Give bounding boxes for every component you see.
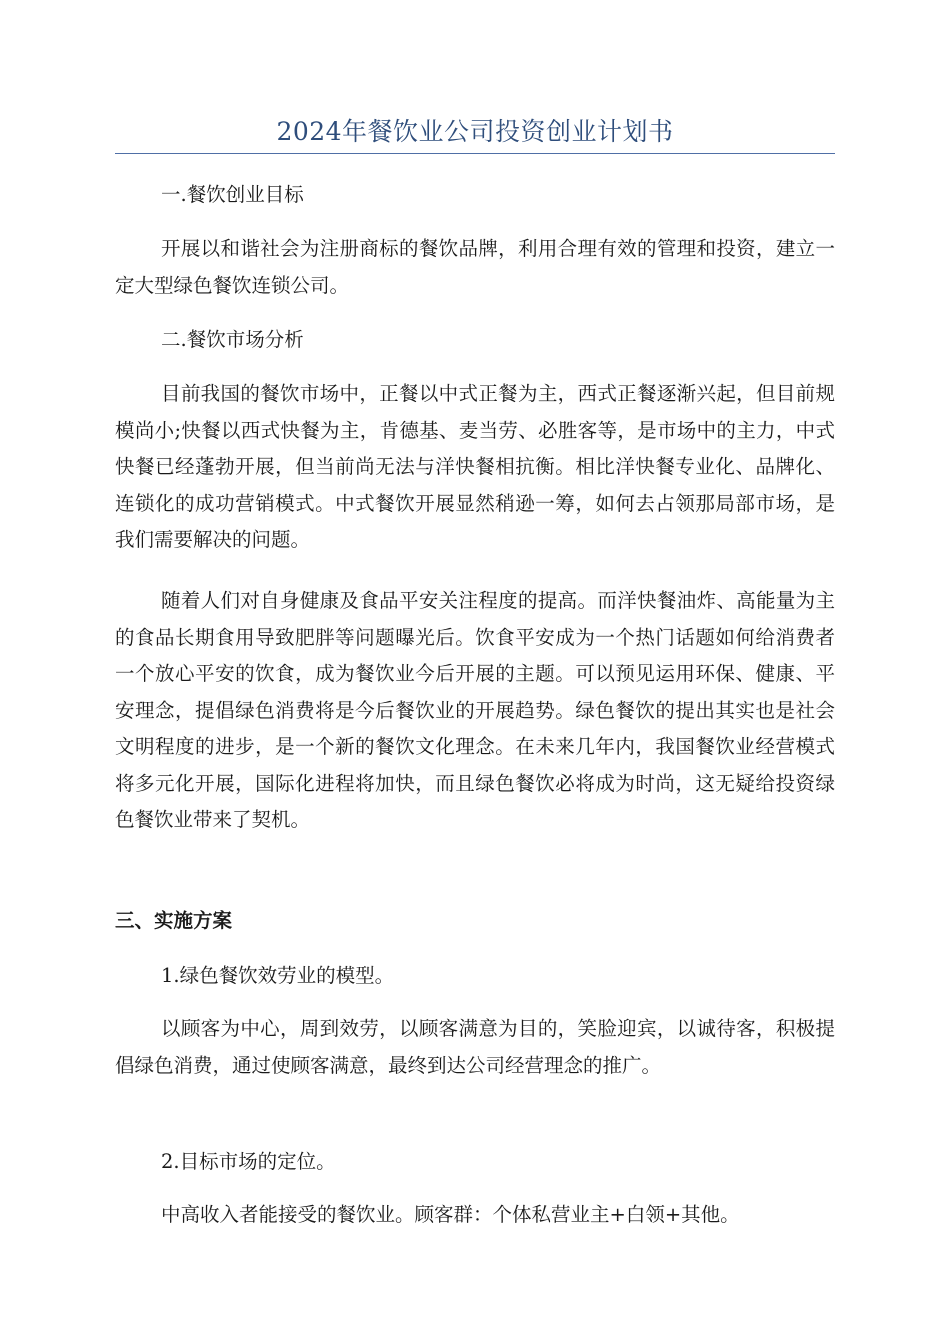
section-2-heading: 二.餐饮市场分析 [161, 328, 304, 351]
section-3-item-2-paragraph: 中高收入者能接受的餐饮业。顾客群：个体私营业主+白领+其他。 [161, 1203, 740, 1226]
section-2-paragraph-1: 目前我国的餐饮市场中，正餐以中式正餐为主，西式正餐逐渐兴起，但目前规模尚小;快餐以西式快餐为主，肯德基、麦当劳、必胜客等，是市场中的主力，中式快餐已经蓬勃开展，但当前尚无法与洋快餐相抗衡。相比洋快餐专业化、品牌化、连锁化的成功营销模式。中式餐饮开展显然稍逊一筹，如何去占领那局部市场，是我们需要解决的问题。 [115, 382, 835, 551]
document-title: 2024年餐饮业公司投资创业计划书 [276, 117, 674, 146]
section-2-paragraph-2: 随着人们对自身健康及食品平安关注程度的提高。而洋快餐油炸、高能量为主的食品长期食用导致肥胖等问题曝光后。饮食平安成为一个热门话题如何给消费者一个放心平安的饮食，成为餐饮业今后开展的主题。可以预见运用环保、健康、平安理念，提倡绿色消费将是今后餐饮业的开展趋势。绿色餐饮的提出其实也是社会文明程度的进步，是一个新的餐饮文化理念。在未来几年内，我国餐饮业经营模式将多元化开展，国际化进程将加快，而且绿色餐饮必将成为时尚，这无疑给投资绿色餐饮业带来了契机。 [115, 589, 835, 831]
section-1-paragraph: 开展以和谐社会为注册商标的餐饮品牌，利用合理有效的管理和投资，建立一定大型绿色餐饮连锁公司。 [115, 237, 835, 297]
section-3-item-1-heading: 1.绿色餐饮效劳业的模型。 [161, 964, 395, 987]
section-3-heading: 三、实施方案 [115, 909, 233, 932]
title-underline [115, 153, 835, 154]
section-3-item-1-paragraph: 以顾客为中心，周到效劳，以顾客满意为目的，笑脸迎宾，以诚待客，积极提倡绿色消费，通过使顾客满意，最终到达公司经营理念的推广。 [115, 1017, 835, 1077]
section-3-item-2-heading: 2.目标市场的定位。 [161, 1150, 336, 1173]
section-1-heading: 一.餐饮创业目标 [161, 183, 304, 206]
